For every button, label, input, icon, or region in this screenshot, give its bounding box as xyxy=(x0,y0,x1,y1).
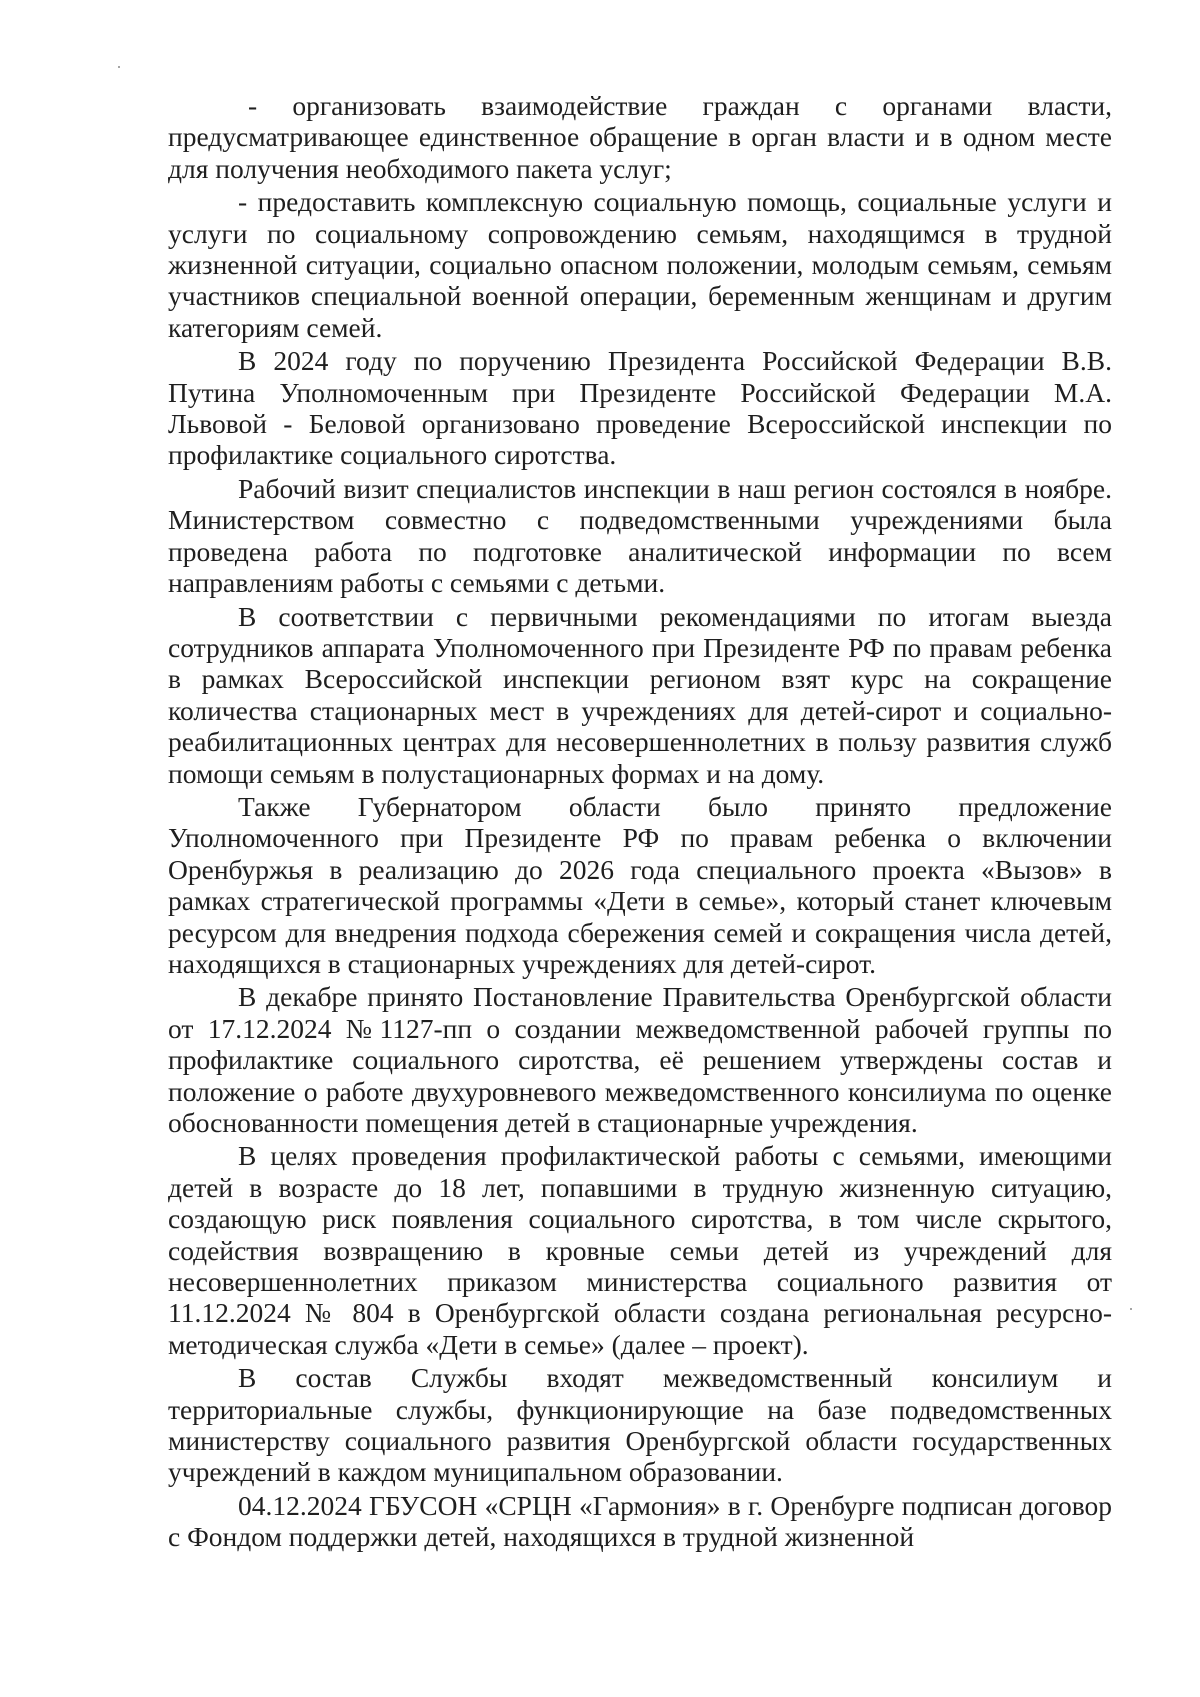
paragraph-recommendations: В соответствии с первичными рекомендациями по итогам выезда сотрудников аппарата Уполномоченного при Президенте РФ по правам ребенка в рамках Всероссийской инспекции регионом взят курс на сокращение количества стационарных мест в учреждениях для детей-сирот и социально-реабилитационных центрах для несовершеннолетних в пользу развития служб помощи семьям в полустационарных формах и на дому. xyxy=(168,600,1112,789)
paragraph-list-item-1: - организовать взаимодействие граждан с органами власти, предусматривающее единственное обращение в орган власти и в одном месте для получения необходимого пакета услуг; xyxy=(168,90,1119,184)
paragraph-service-composition: В состав Службы входят межведомственный консилиум и территориальные службы, функционирующие на базе подведомственных министерству социального развития Оренбургской области государственных учреждений в каждом муниципальном образовании. xyxy=(168,1362,1119,1488)
paragraph-harmony-agreement: 04.12.2024 ГБУСОН «СРЦН «Гармония» в г. Оренбурге подписан договор с Фондом поддержки детей, находящихся в трудной жизненной xyxy=(168,1489,1112,1553)
scan-speck xyxy=(118,66,120,68)
paragraph-governor-proposal: Также Губернатором области было принято предложение Уполномоченного при Президенте РФ по правам ребенка о включении Оренбуржья в реализацию до 2026 года специального проекта «Вызов» в рамках стратегической программы «Дети в семье», который станет ключевым ресурсом для внедрения подхода сбережения семей и сокращения числа детей, находящихся в стационарных учреждениях для детей-сирот. xyxy=(168,790,1119,979)
scan-speck xyxy=(1130,1308,1132,1310)
paragraph-list-item-2: - предоставить комплексную социальную помощь, социальные услуги и услуги по социальному сопровождению семьям, находящимся в трудной жизненной ситуации, социально опасном положении, молодым семьям, семьям участников специальной военной операции, беременным женщинам и другим категориям семей. xyxy=(168,186,1112,343)
document-body xyxy=(168,90,1119,1553)
paragraph-prevention-work: В целях проведения профилактической работы с семьями, имеющими детей в возрасте до 18 лет, попавшими в трудную жизненную ситуацию, создающую риск появления социального сиротства, в том числе скрытого, содействия возвращению в кровные семьи детей из учреждений для несовершеннолетних приказом министерства социального развития от 11.12.2024 № 804 в Оренбургской области создана региональная ресурсно-методическая служба «Дети в семье» (далее – проект). xyxy=(168,1140,1112,1360)
paragraph-december-resolution: В декабре принято Постановление Правительства Оренбургской области от 17.12.2024 №1127-пп о создании межведомственной рабочей группы по профилактике социального сиротства, её решением утверждены состав и положение о работе двухуровневого межведомственного консилиума по оценке обоснованности помещения детей в стационарные учреждения. xyxy=(168,981,1112,1138)
paragraph-working-visit: Рабочий визит специалистов инспекции в наш регион состоялся в ноябре. Министерством совместно с подведомственными учреждениями была проведена работа по подготовке аналитической информации по всем направлениям работы с семьями с детьми. xyxy=(168,472,1112,599)
paragraph-inspection-2024: В 2024 году по поручению Президента Российской Федерации В.В. Путина Уполномоченным при Президенте Российской Федерации М.А. Львовой - Беловой организовано проведение Всероссийской инспекции по профилактике социального сиротства. xyxy=(168,345,1112,471)
